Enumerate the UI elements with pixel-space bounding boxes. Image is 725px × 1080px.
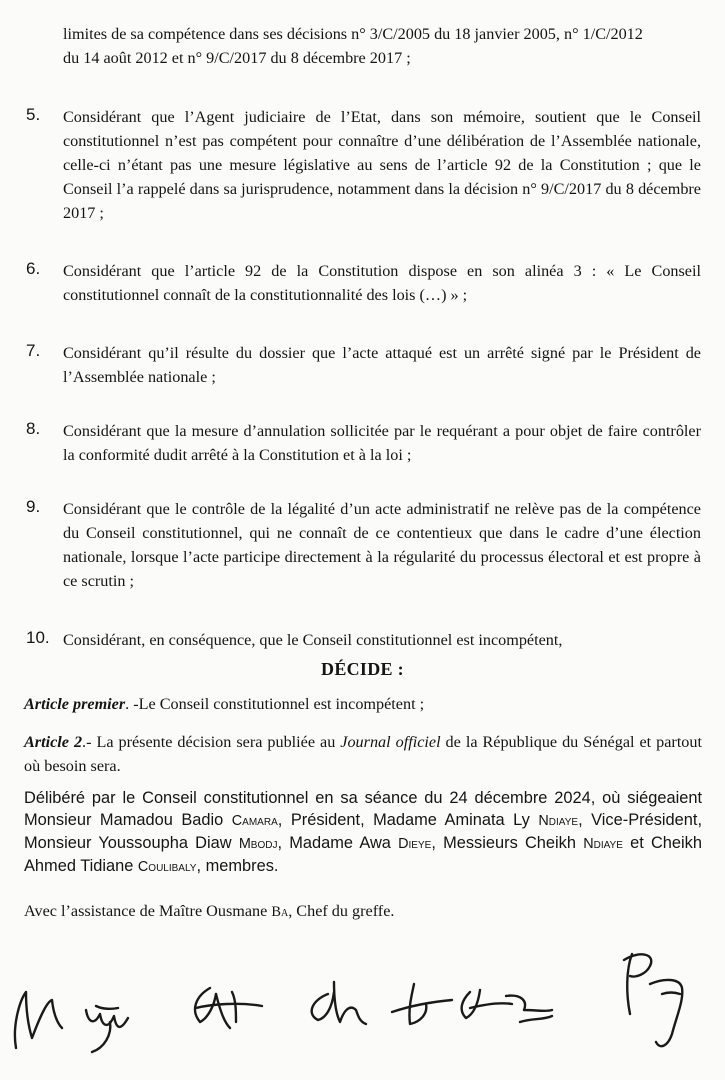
clerk-name: Ba [271, 904, 289, 920]
considerant-number: 8. [26, 419, 41, 438]
member-name: Mbodj [238, 836, 278, 852]
signature-2 [86, 1006, 128, 1052]
member-name: Camara [231, 813, 278, 829]
article-label: Article premier [24, 695, 126, 713]
article-label: Article 2 [24, 733, 83, 751]
deliberation-text: , membres. [196, 857, 279, 875]
article-premier [24, 692, 702, 716]
member-name: Ndiaye [583, 836, 623, 852]
article-2 [24, 730, 702, 778]
signature-3 [195, 988, 262, 1028]
article-text: de la République du Sénégal et partout où besoin sera. [24, 733, 702, 775]
assistance-line [24, 899, 702, 924]
deliberation-text: , Madame Awa [277, 834, 399, 852]
deliberation-text: , Vice-Président, Monsieur Youssoupha Diaw [24, 811, 702, 852]
considerant-number: 10. [26, 628, 50, 647]
considerant-text: Considérant qu’il résulte du dossier que l’acte attaqué est un arrêté signé par le Président de l’Assemblée nationale ; [63, 344, 701, 386]
member-name: Coulibaly [137, 859, 197, 875]
member-name: Ndiaye [538, 813, 579, 829]
deliberation-text: , Président, Madame Aminata Ly [277, 811, 539, 829]
article-text: .- La présente décision sera publiée au [82, 733, 341, 751]
article-text: . -Le Conseil constitutionnel est incompétent ; [125, 695, 425, 713]
considerant-text: Considérant, en conséquence, que le Conseil constitutionnel est incompétent, [63, 631, 563, 649]
considerant-text: Considérant que le contrôle de la légalité d’un acte administratif ne relève pas de la compétence du Conseil constitutionnel, qui ne connaît de ce contentieux que dans le cadre d’une élection nationale, lorsque l’acte participe directement à la régularité du processus électoral et est propre à ce scrutin ; [63, 500, 701, 590]
considerant-text: Considérant que l’article 92 de la Constitution dispose en son alinéa 3 : « Le Conseil constitutionnel connaît de la constitutionnalité des lois (…) » ; [63, 262, 701, 304]
assistance-text: Avec l’assistance de Maître Ousmane [24, 902, 272, 920]
signature-6 [624, 954, 682, 1046]
signature-5 [392, 984, 552, 1024]
journal-officiel: Journal officiel [340, 733, 441, 751]
deliberation-text: Délibéré par le Conseil constitutionnel en sa séance du 24 décembre 2024, où siégeaient Monsieur Mamadou Badio [24, 789, 702, 829]
deliberation-text: et Cheikh Ahmed Tidiane [24, 834, 702, 875]
intro-paragraph [63, 22, 701, 70]
considerant-number: 9. [26, 497, 41, 516]
member-name: Dieye [398, 836, 432, 852]
signatures [0, 930, 725, 1070]
assistance-text: , Chef du greffe. [288, 902, 395, 920]
considerant-number: 5. [26, 105, 41, 124]
signature-1 [15, 992, 62, 1048]
signature-4 [312, 982, 366, 1024]
deliberation-text: , Messieurs Cheikh [431, 834, 584, 852]
considerant-text: Considérant que la mesure d’annulation sollicitée par le requérant a pour objet de faire contrôler la conformité dudit arrêté à la Constitution et à la loi ; [63, 422, 701, 464]
considerant-number: 7. [26, 341, 41, 360]
deliberation-paragraph [24, 787, 702, 878]
considerant-text: Considérant que l’Agent judiciaire de l’Etat, dans son mémoire, soutient que le Conseil constitutionnel n’est pas compétent pour connaître d’une délibération de l’Assemblée nationale, celle-ci n’étant pas une mesure législative au sens de l’article 92 de la Constitution ; que le Conseil l’a rappelé dans sa jurisprudence, notamment dans la décision n° 9/C/2017 du 8 décembre 2017 ; [63, 108, 701, 222]
decide-title: DÉCIDE : [321, 659, 404, 679]
intro-line-1: limites de sa compétence dans ses décisions n° 3/C/2005 du 18 janvier 2005, n° 1/C/2012 [63, 25, 643, 43]
considerant-number: 6. [26, 259, 41, 278]
intro-line-2: du 14 août 2012 et n° 9/C/2017 du 8 décembre 2017 ; [63, 49, 411, 67]
